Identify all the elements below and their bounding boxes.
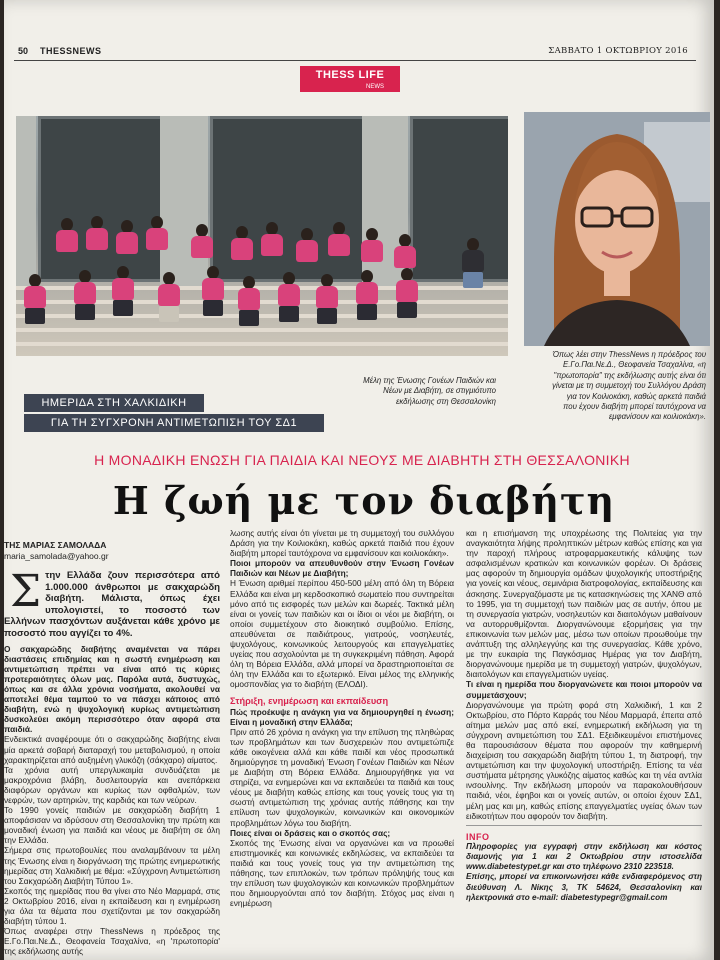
group-photo <box>16 116 508 356</box>
paragraph: και η επισήμανση της υποχρέωσης της Πολιτείας για την αναγκαιότητα λήψης προληπτικών μέτρων καθώς επίσης και για την παροχή πλήρους ιατροφαρμακευτικής κάλυψης των ασφαλισμένων κρατικών και κοινωνικών φορέων. Οι δράσεις μας αφορούν τη δημιουργία ομάδων ψυχολογικής υποστήριξης για γονείς και νέους, σεμινάρια διατροφολογίας, εκπαίδευσης και άσκησης. Συνεργαζόμαστε με τις κατασκηνώσεις της ΧΑΝΘ από το 1995, για τη συμμετοχή των παιδιών μας σε αυτήν, όπου με τη συνεργασία γιατρών, νοσηλευτών και διαιτολόγων μαθαίνουν να αυτορρυθμίζονται. Διοργανώνουμε εξορμήσεις για την επικοινωνία των μελών μας, μέσω των οποίων προωθούμε την ανάπτυξη της αλληλεγγύης και της συνεργασίας. Κάθε χρόνο, με την ευκαιρία της Παγκόσμιας Ημέρας για τον Διαβήτη, διοργανώνουμε ημερίδα με τη συμμετοχή γιατρών, ψυχολόγων, διαιτολόγων και επαγγελματιών υγείας. <box>466 528 702 680</box>
paragraph: Το 1990 γονείς παιδιών με σακχαρώδη διαβήτη 1 αποφάσισαν να ιδρύσουν στη Θεσσαλονίκη την πρώτη και μοναδική ένωση για παιδιά και νέους με διαβήτη σε όλη την Ελλάδα. <box>4 805 220 846</box>
newspaper-page <box>4 0 714 960</box>
brand-name: THESSNEWS <box>40 46 102 56</box>
paragraph: Ενδεικτικά αναφέρουμε ότι ο σακχαρώδης διαβήτης είναι μία αρκετά σοβαρή διαταραχή του μεταβολισμού, η οποία χαρακτηρίζεται από αυξημένη γλυκόζη (σάκχαρο) αίματος. <box>4 734 220 765</box>
page-number: 50 <box>18 46 29 56</box>
headline: Η ζωή με τον διαβήτη <box>112 478 616 523</box>
interview-question: Πώς προέκυψε η ανάγκη για να δημιουργηθεί η ένωση; Είναι η μοναδική στην Ελλάδα; <box>230 706 454 727</box>
info-text: Επίσης, μπορεί να επικοινωνήσει κάθε ενδιαφερόμενος στη διεύθυνση Λ. Νίκης 3, ΤΚ 54624, Θεσσαλονίκη και ηλεκτρονικά στο e-mail: diabetestypegr@gmail.com <box>466 872 702 902</box>
paragraph: λωσης αυτής είναι ότι γίνεται με τη συμμετοχή του συλλόγου Δράση για την Κοιλιοκάκη, καθώς αρκετά παιδιά που έχουν διαβήτη μπορεί ταυτόχρονα να εμφανίσουν και κοιλιοκάκη». <box>230 528 454 559</box>
kicker: Η ΜΟΝΑΔΙΚΗ ΕΝΩΣΗ ΓΙΑ ΠΑΙΔΙΑ ΚΑΙ ΝΕΟΥΣ ΜΕ ΔΙΑΒΗΤΗ ΣΤΗ ΘΕΣΣΑΛΟΝΙΚΗ <box>94 452 630 468</box>
article-column-1 <box>4 566 220 957</box>
author-email: maria_samolada@yahoo.gr <box>4 551 109 561</box>
portrait-illustration <box>524 112 710 346</box>
paragraph: Τα χρόνια αυτή υπεργλυκαιμία συνδυάζεται με μακροχρόνια βλάβη, δυσλειτουργία και ανεπάρκεια διαφόρων οργάνων και κυρίως των οφθαλμών, των νεφρών, των αρτηριών, της καρδιάς και των νεύρων. <box>4 764 220 805</box>
ribbon-topic: ΓΙΑ ΤΗ ΣΥΓΧΡΟΝΗ ΑΝΤΙΜΕΤΩΠΙΣΗ ΤΟΥ ΣΔ1 <box>24 414 324 432</box>
interview-answer: Σκοπός της Ένωσης είναι να οργανώνει και να προωθεί επιστημονικές και κοινωνικές εκδηλώσεις, να εκπαιδεύει τα παιδιά και τους γονείς τους για την αντιμετώπιση της πάθησης, των επιπλοκών, των τρόπων πρόληψής τους και την επίλυση των ψυχολογικών και κοινωνικών προβλημάτων που δημιουργούνται από τον διαβήτη. Στόχος μας είναι η ενημέρωση <box>230 837 454 909</box>
byline <box>4 540 109 562</box>
paragraph: Όπως αναφέρει στην ThessNews η πρόεδρος της Ε.Γο.Παι.Νε.Δ., Θεοφανεία Τσαχαλίνα, «η 'πρωτοπορία' της εκδήλωσης αυτής <box>4 926 220 957</box>
paragraph: Σκοπός της ημερίδας που θα γίνει στο Νέο Μαρμαρά, στις 2 Οκτωβρίου 2016, είναι η εκπαίδευση και η ενημέρωση για όλα τα θέματα που σχετίζονται με τον σακχαρώδη διαβήτη τύπου 1. <box>4 885 220 927</box>
portrait-caption: Όπως λέει στην ThessNews η πρόεδρος του Ε.Γο.Παι.Νε.Δ., Θεοφανεία Τσαχαλίνα, «η "πρωτοπορία" της εκδήλωσης αυτής είναι ότι γίνεται με τη συμμετοχή του Συλλόγου Δράση για τον Κοιλιοκάκη, καθώς αρκετά παιδιά που έχουν διαβήτη μπορεί ταυτόχρονα να εμφανίσουν και κοιλιοκάκη». <box>552 350 706 422</box>
article-lead <box>4 566 220 640</box>
paragraph: Ο σακχαρώδης διαβήτης αναμένεται να πάρει διαστάσεις επιδημίας και η σωστή ενημέρωση και αντιμετώπιση πρέπει να είναι από τις κύριες προτεραιότητες όλων μας. Παρόλα αυτά, δυστυχώς, όπως και σε άλλα χρόνια νοσήματα, ακολουθεί να αποτελεί θέμα ταμπού το να πάσχει κάποιος από διαβήτη, ενώ η ψυχολογική κυρίως αντιμετώπιση δυσκολεύει ακόμη περισσότερο όταν αφορά στα παιδιά. <box>4 643 220 735</box>
section-logo <box>300 66 400 92</box>
drop-cap: Σ <box>10 566 42 617</box>
subheading: Στήριξη, ενημέρωση και εκπαίδευση <box>230 695 389 706</box>
section-label: THESS LIFE <box>315 69 385 81</box>
issue-date: ΣΑΒΒΑΤΟ 1 ΟΚΤΩΒΡΙΟΥ 2016 <box>548 46 688 56</box>
lead-text: την Ελλάδα ζουν περισσότερα από 1.000.000 άνθρωποι με σακχαρώδη διαβήτη. Μάλιστα, όπως έχει υπολογιστεί, το ποσοστό των Ελλήνων πασχόντων αυξάνεται κάθε χρόνο με ποσοστό που αγγίζει το 4%. <box>4 570 220 639</box>
interview-question: Ποιοι μπορούν να απευθυνθούν στην Ένωση Γονέων Παιδιών και Νέων με Διαβήτη; <box>230 558 454 579</box>
interview-question: Τι είναι η ημερίδα που διοργανώνετε και ποιοι μπορούν να συμμετάσχουν; <box>466 679 702 700</box>
section-sublabel: NEWS <box>366 84 384 90</box>
interview-question: Ποιες είναι οι δράσεις και ο σκοπός σας; <box>230 827 391 838</box>
portrait-photo <box>524 112 710 346</box>
article-column-3 <box>466 528 702 903</box>
ribbon-event: ΗΜΕΡΙΔΑ ΣΤΗ ΧΑΛΚΙΔΙΚΗ <box>24 394 204 412</box>
author-name: ΤΗΣ ΜΑΡΙΑΣ ΣΑΜΟΛΑΔΑ <box>4 540 107 550</box>
article-column-2 <box>230 528 454 908</box>
group-photo-caption: Μέλη της Ένωσης Γονέων Παιδιών και Νέων με Διαβήτη, σε στιγμιότυπο εκδήλωσης στη Θεσσαλονίκη <box>363 376 496 406</box>
interview-answer: Πριν από 26 χρόνια η ανάγκη για την επίλυση της πληθώρας των προβλημάτων και των δυσχερειών που αντιμετώπιζε κάθε οικογένεια αλλά και κάθε παιδί και νέος προσωπικά δημιούργησε τη μοναδική Ένωση Γονέων Παιδιών και Νέων με Διαβήτη στη Βόρεια Ελλάδα. Δημιουργήθηκε για να στηρίζει, να ενημερώνει και να εκπαιδεύει τα παιδιά και τους νέους με διαβήτη καθώς επίσης και τους γονείς τους για τη σωστή αντιμετώπιση της χρόνιας αυτής πάθησης και την επίλυση των ψυχολογικών, κοινωνικών και οικονομικών προβλημάτων λόγω του διαβήτη. <box>230 726 454 828</box>
interview-answer: Η Ένωση αριθμεί περίπου 450-500 μέλη από όλη τη Βόρεια Ελλάδα και είναι μη κερδοσκοπικό σωματείο που συντηρείται μόνο από τις εισφορές των μελών και δωρεές. Τακτικά μέλη είναι οι γονείς των παιδιών και οι ίδιοι οι νέοι με διαβήτη, οι οποίοι συμμετέχουν στο διοικητικό συμβούλιο. Επίσης, απευθύνεται σε παιδιάτρους, γιατρούς, νοσηλευτές, ψυχολόγους, κοινωνικούς λειτουργούς και επαγγελματίες υγείας που ασχολούνται με τη συγκεκριμένη πάθηση. Αφορά όλη τη Βόρεια Ελλάδα, αλλά μπορεί να δραστηριοποιείται σε όλη την Ελλάδα και το εξωτερικό. Είναι μέλος της ελληνικής ομοσπονδίας για το διαβήτη (ΕΛΟΔΙ). <box>230 578 454 690</box>
info-text: Πληροφορίες για εγγραφή στην εκδήλωση και κόστος διαμονής για 1 και 2 Οκτωβρίου στην ιστοσελίδα www.diabetestypet.gr και στο τηλέφωνο 2310 223518. <box>466 841 702 872</box>
paragraph: Σήμερα στις πρωτοβουλίες που αναλαμβάνουν τα μέλη της Ένωσης είναι η διοργάνωση της πρώτης ενημερωτικής ημερίδας στη Χαλκιδική με θέμα: «Σύγχρονη Αντιμετώπιση του Σακχαρώδη Διαβήτη Τύπου 1». <box>4 845 220 886</box>
page-header <box>14 44 696 61</box>
interview-answer: Διοργανώνουμε για πρώτη φορά στη Χαλκιδική, 1 και 2 Οκτωβρίου, στο Πόρτο Καρράς του Νέου Μαρμαρά, έπειτα από αίτημα μελών μας από εκεί, ενημερωτική εκδήλωση για τη σύγχρονη αντιμετώπιση του ΣΔ1. Εξειδικευμένοι επιστήμονες θα παρουσιάσουν θέματα που αφορούν την καθημερινή διαχείριση του σακχαρώδη διαβήτη τύπου 1, τη διατροφή, την αντιμετώπιση και την ψυχολογική υποστήριξη. Επίσης τα νέα συστήματα μέτρησης γλυκόζης αίματος καθώς και τη νέα αντλία ινσουλίνης. Την εκδήλωση μπορούν να παρακολουθήσουν παιδιά, νέοι, έφηβοι και οι γονείς αυτών, οι οποίοι έχουν ΣΔ1, μέλη μας και μη, καθώς επίσης επαγγελματίες υγείας όλων των ειδικοτήτων που αφορούν τον διαβήτη. <box>466 699 702 821</box>
divider <box>466 825 702 826</box>
info-label: INFO <box>466 831 490 842</box>
